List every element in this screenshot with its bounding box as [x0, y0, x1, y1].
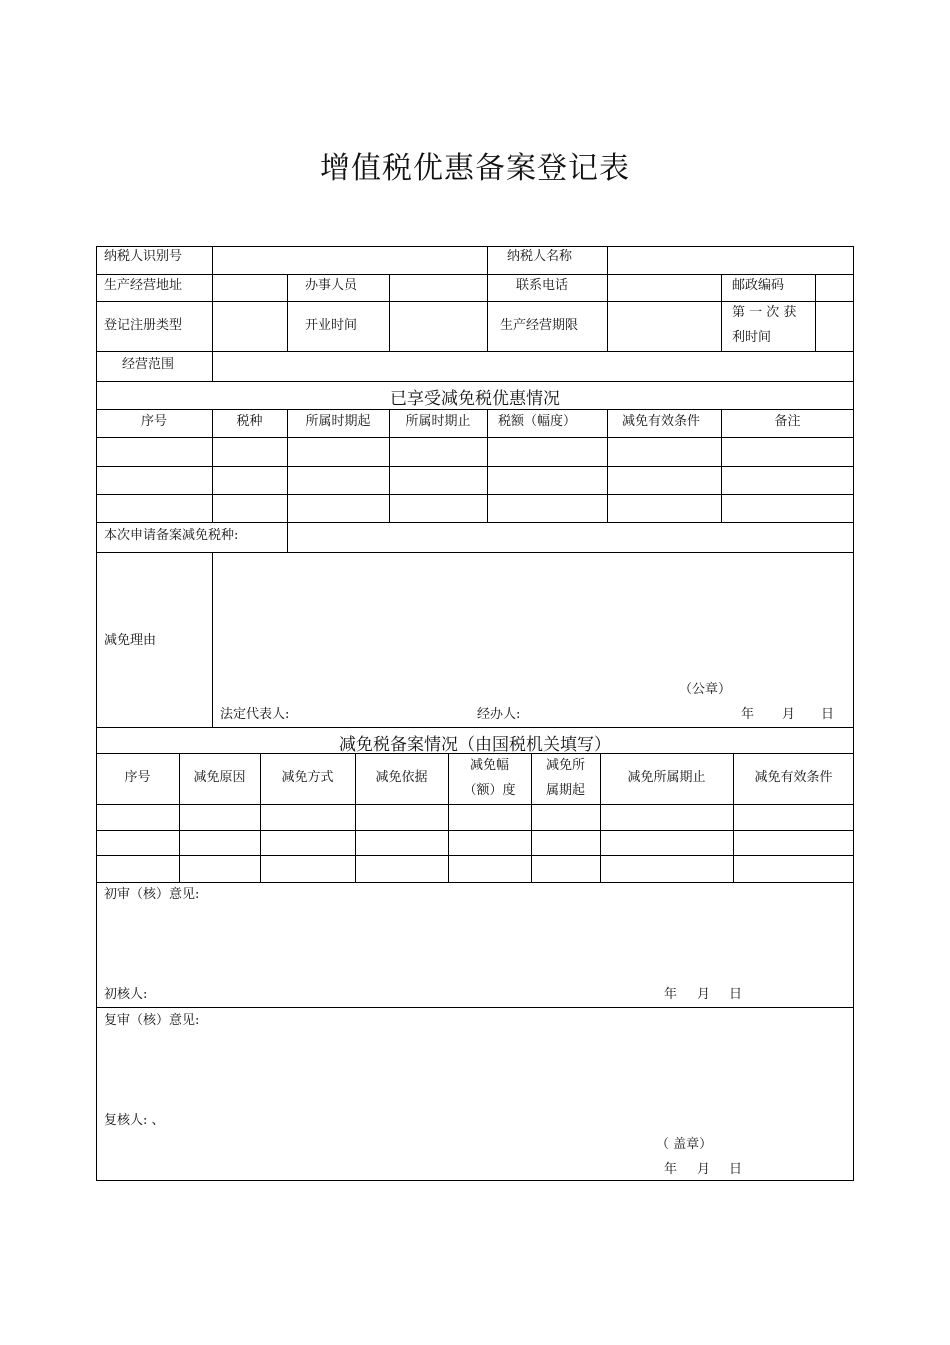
- label-review1-day: 日: [729, 987, 743, 1002]
- label-year: 年: [741, 707, 755, 722]
- label-scope: 经营范围: [122, 357, 175, 372]
- label-reason: 减免理由: [104, 633, 157, 648]
- label-reg-type: 登记注册类型: [104, 318, 183, 333]
- col-period-start: 所属时期起: [305, 414, 371, 429]
- col-seq: 序号: [140, 414, 167, 429]
- label-first-profit-2: 利时间: [732, 330, 772, 345]
- label-apply-tax-type: 本次申请备案减免税种:: [104, 528, 239, 543]
- label-review2-person: 复核人: 、: [104, 1113, 165, 1128]
- label-review1-person: 初核人:: [104, 987, 148, 1002]
- label-review2-day: 日: [729, 1162, 743, 1177]
- col-tax-amount: 税额（幅度）: [497, 414, 576, 429]
- label-review1-opinion: 初审（核）意见:: [104, 887, 200, 902]
- rec-col-condition: 减免有效条件: [754, 770, 833, 785]
- label-postcode: 邮政编码: [732, 278, 785, 293]
- label-agent: 经办人:: [477, 707, 521, 722]
- rec-col-basis: 减免依据: [375, 770, 428, 785]
- label-review1-month: 月: [697, 987, 711, 1002]
- rec-col-start-2: 属期起: [545, 783, 585, 798]
- label-day: 日: [821, 707, 835, 722]
- label-taxpayer-id: 纳税人识别号: [104, 249, 183, 264]
- rec-col-rate-1: 减免幅: [469, 758, 509, 773]
- label-legal-rep: 法定代表人:: [220, 707, 290, 722]
- rec-col-seq: 序号: [124, 770, 151, 785]
- label-first-profit-1: 第 一 次 获: [732, 305, 797, 320]
- rec-col-start-1: 减免所: [545, 758, 585, 773]
- label-open-time: 开业时间: [305, 318, 358, 333]
- rec-col-reason: 减免原因: [193, 770, 246, 785]
- label-month: 月: [782, 707, 796, 722]
- label-review2-year: 年: [664, 1162, 678, 1177]
- col-period-end: 所属时期止: [405, 414, 471, 429]
- section-enjoyed-heading: 已享受减免税优惠情况: [390, 389, 560, 409]
- rec-col-method: 减免方式: [281, 770, 334, 785]
- label-review2-seal: （ 盖章）: [656, 1137, 713, 1152]
- label-review2-month: 月: [697, 1162, 711, 1177]
- col-valid-condition: 减免有效条件: [621, 414, 700, 429]
- page-title: 增值税优惠备案登记表: [320, 151, 630, 186]
- label-handler: 办事人员: [305, 278, 358, 293]
- col-tax-type: 税种: [236, 414, 263, 429]
- label-seal: （公章）: [679, 682, 732, 697]
- label-review2-opinion: 复审（核）意见:: [104, 1013, 200, 1028]
- section-record-heading: 减免税备案情况（由国税机关填写）: [339, 735, 611, 755]
- label-phone: 联系电话: [516, 278, 569, 293]
- label-address: 生产经营地址: [104, 278, 183, 293]
- label-review1-year: 年: [664, 987, 678, 1002]
- label-period: 生产经营期限: [500, 318, 579, 333]
- rec-col-end: 减免所属期止: [627, 770, 706, 785]
- label-taxpayer-name: 纳税人名称: [507, 249, 573, 264]
- rec-col-rate-2: （额）度: [463, 783, 516, 798]
- col-remarks: 备注: [774, 414, 801, 429]
